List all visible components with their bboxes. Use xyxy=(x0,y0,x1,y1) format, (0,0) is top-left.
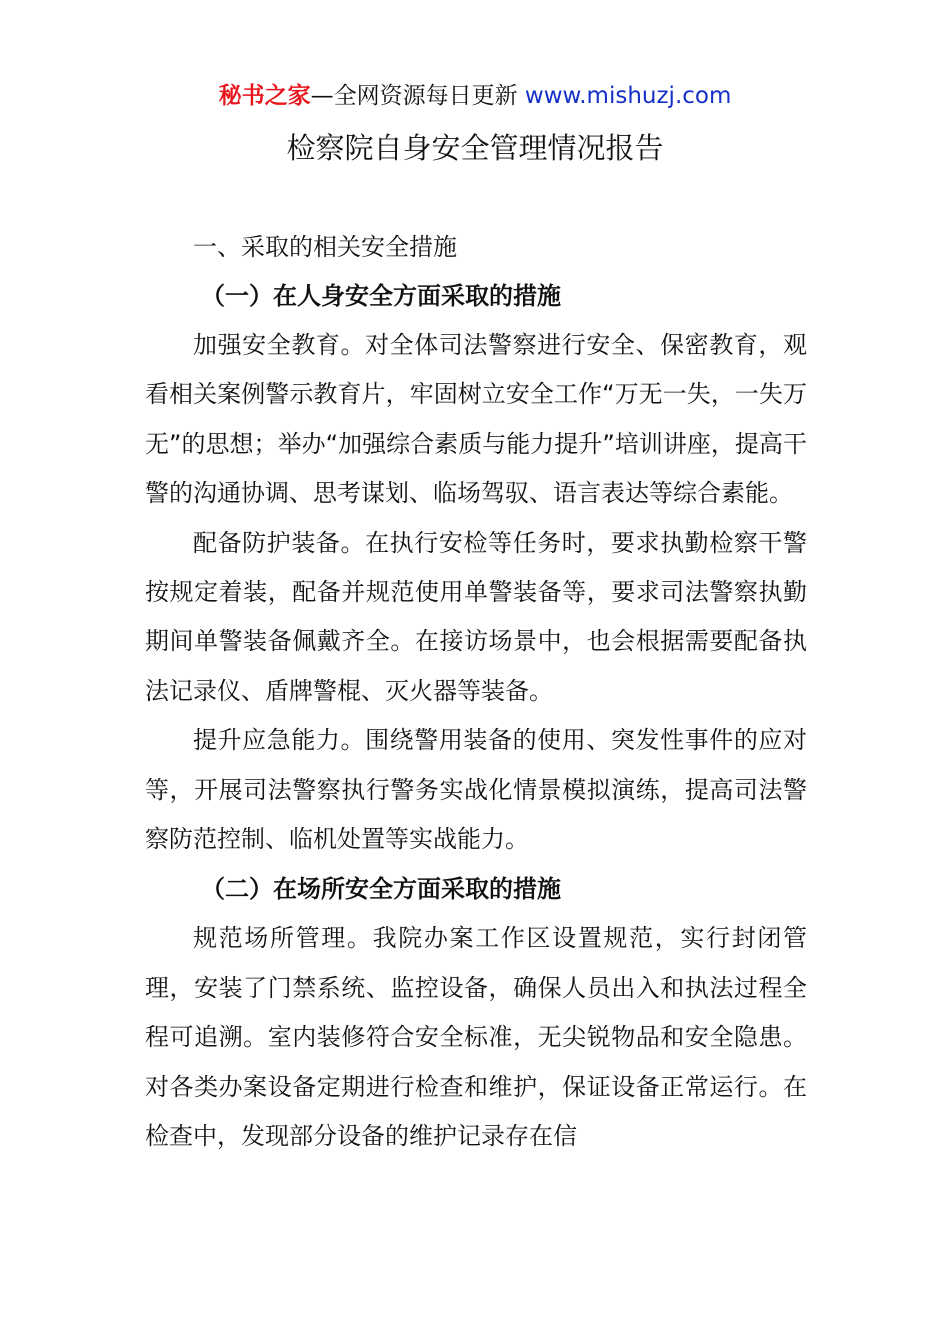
site-tagline: —全网资源每日更新 xyxy=(310,83,525,109)
site-url-link[interactable]: www.mishuzj.com xyxy=(524,83,732,109)
site-name: 秘书之家 xyxy=(218,83,311,109)
paragraph-emergency-capability: 提升应急能力。围绕警用装备的使用、突发性事件的应对等，开展司法警察执行警务实战化情景模拟演练，提高司法警察防范控制、临机处置等实战能力。 xyxy=(145,726,807,854)
paragraph-safety-education: 加强安全教育。对全体司法警察进行安全、保密教育，观看相关案例警示教育片，牢固树立安全工作“万无一失，一失万无”的思想；举办“加强综合素质与能力提升”培训讲座，提高干警的沟通协调、思考谋划、临场驾驭、语言表达等综合素能。 xyxy=(145,331,807,508)
section-heading: 一、采取的相关安全措施 xyxy=(193,233,457,261)
document-title: 检察院自身安全管理情况报告 xyxy=(286,131,664,165)
site-banner xyxy=(0,80,950,112)
subsection-heading-site-safety: （二）在场所安全方面采取的措施 xyxy=(201,875,561,904)
paragraph-protective-equipment: 配备防护装备。在执行安检等任务时，要求执勤检察干警按规定着装，配备并规范使用单警装备等，要求司法警察执勤期间单警装备佩戴齐全。在接访场景中，也会根据需要配备执法记录仪、盾牌警棍、灭火器等装备。 xyxy=(145,528,807,705)
subsection-heading-personal-safety: （一）在人身安全方面采取的措施 xyxy=(201,282,561,310)
document-body xyxy=(145,224,807,1162)
paragraph-site-management: 规范场所管理。我院办案工作区设置规范，实行封闭管理，安装了门禁系统、监控设备，确保人员出入和执法过程全程可追溯。室内装修符合安全标准，无尖锐物品和安全隐患。对各类办案设备定期进行检查和维护，保证设备正常运行。在检查中，发现部分设备的维护记录存在信 xyxy=(145,924,807,1151)
